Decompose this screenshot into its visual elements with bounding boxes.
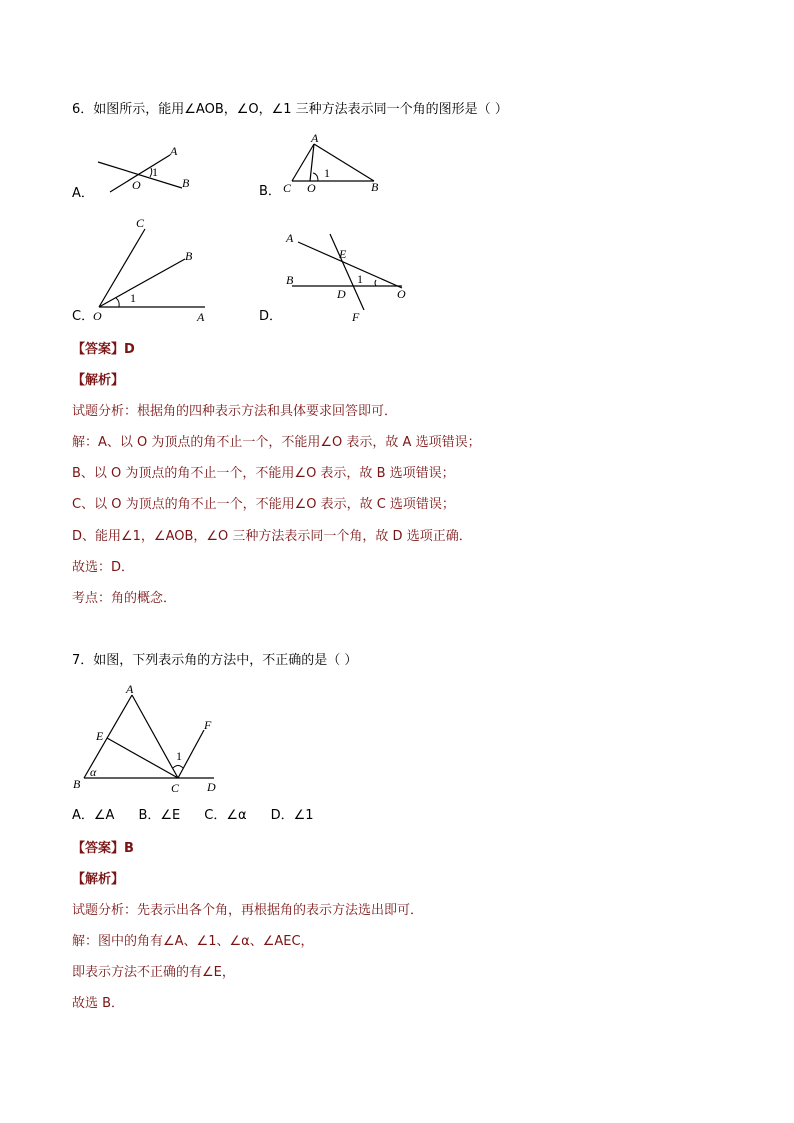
- q6-b-point-b: B: [371, 180, 379, 194]
- q7-analysis-line: 解：图中的角有∠A、∠1、∠α、∠AEC，: [72, 934, 314, 949]
- q7-analysis-line: 试题分析：先表示出各个角，再根据角的表示方法选出即可．: [72, 903, 424, 918]
- q7-option-d: D．∠1: [270, 808, 314, 823]
- q6-a-point-a: A: [170, 144, 178, 158]
- q6-c-angle-1: 1: [130, 291, 136, 305]
- q6-question: 6．如图所示，能用∠AOB，∠O，∠1 三种方法表示同一个角的图形是（ ）: [72, 102, 508, 117]
- q7-answer: 【答案】B: [72, 841, 134, 856]
- q6-a-point-o: O: [132, 178, 141, 192]
- q7-point-d: D: [207, 780, 216, 794]
- q6-figure-b: [280, 128, 400, 194]
- q7-point-e: E: [96, 729, 104, 743]
- q6-analysis-line: C、以 O 为顶点的角不止一个，不能用∠O 表示，故 C 选项错误；: [72, 497, 455, 512]
- q6-b-point-o: O: [307, 181, 316, 195]
- q6-d-point-b: B: [286, 273, 294, 287]
- q6-analysis-title: 【解析】: [72, 373, 125, 388]
- q6-c-point-a: A: [197, 310, 205, 324]
- q6-a-point-b: B: [182, 176, 190, 190]
- q6-analysis-line: 考点：角的概念．: [72, 591, 177, 606]
- q6-a-angle-1: 1: [152, 165, 158, 179]
- q7-option-b: B．∠E: [138, 808, 181, 823]
- q7-option-a: A．∠A: [72, 808, 115, 823]
- q6-option-a-label: A．: [72, 186, 94, 201]
- q6-c-point-o: O: [93, 309, 102, 323]
- q7-angle-1: 1: [176, 749, 182, 763]
- q6-b-angle-1: 1: [324, 166, 330, 180]
- q6-d-point-o: O: [397, 287, 406, 301]
- q7-options: [72, 808, 338, 824]
- q7-question: 7．如图，下列表示角的方法中，不正确的是（ ）: [72, 653, 358, 668]
- q6-figure-a: [90, 140, 210, 200]
- q6-b-point-c: C: [283, 181, 292, 195]
- q7-angle-alpha: α: [90, 765, 97, 779]
- q7-point-a: A: [126, 682, 134, 696]
- q6-analysis-line: 解：A、以 O 为顶点的角不止一个，不能用∠O 表示，故 A 选项错误；: [72, 435, 481, 450]
- q6-figure-c: [90, 214, 220, 324]
- q6-c-point-c: C: [136, 216, 145, 230]
- q6-option-b-label: B．: [259, 184, 281, 199]
- q6-d-angle-1: 1: [357, 272, 363, 286]
- q6-b-point-a: A: [311, 131, 319, 145]
- q7-point-b: B: [73, 777, 81, 791]
- q6-analysis-line: D、能用∠1，∠AOB，∠O 三种方法表示同一个角，故 D 选项正确．: [72, 529, 472, 544]
- q6-answer: 【答案】D: [72, 342, 135, 357]
- q7-analysis-line: 即表示方法不正确的有∠E，: [72, 965, 235, 980]
- q6-analysis-line: 故选：D．: [72, 560, 135, 575]
- q6-d-point-a: A: [286, 231, 294, 245]
- q6-c-point-b: B: [185, 249, 193, 263]
- q7-figure: [70, 680, 230, 800]
- q6-figure-d: [282, 226, 412, 326]
- q7-point-c: C: [171, 781, 180, 795]
- q6-d-point-d: D: [337, 287, 346, 301]
- q7-analysis-title: 【解析】: [72, 872, 125, 887]
- q7-analysis-line: 故选 B．: [72, 996, 125, 1011]
- q7-point-f: F: [204, 718, 212, 732]
- q6-option-c-label: C．: [72, 309, 95, 324]
- q7-option-c: C．∠α: [204, 808, 247, 823]
- q6-option-d-label: D．: [259, 309, 283, 324]
- q6-analysis-line: B、以 O 为顶点的角不止一个，不能用∠O 表示，故 B 选项错误；: [72, 466, 455, 481]
- q6-d-point-f: F: [352, 310, 360, 324]
- q6-d-point-e: E: [339, 247, 347, 261]
- q6-analysis-line: 试题分析：根据角的四种表示方法和具体要求回答即可．: [72, 404, 398, 419]
